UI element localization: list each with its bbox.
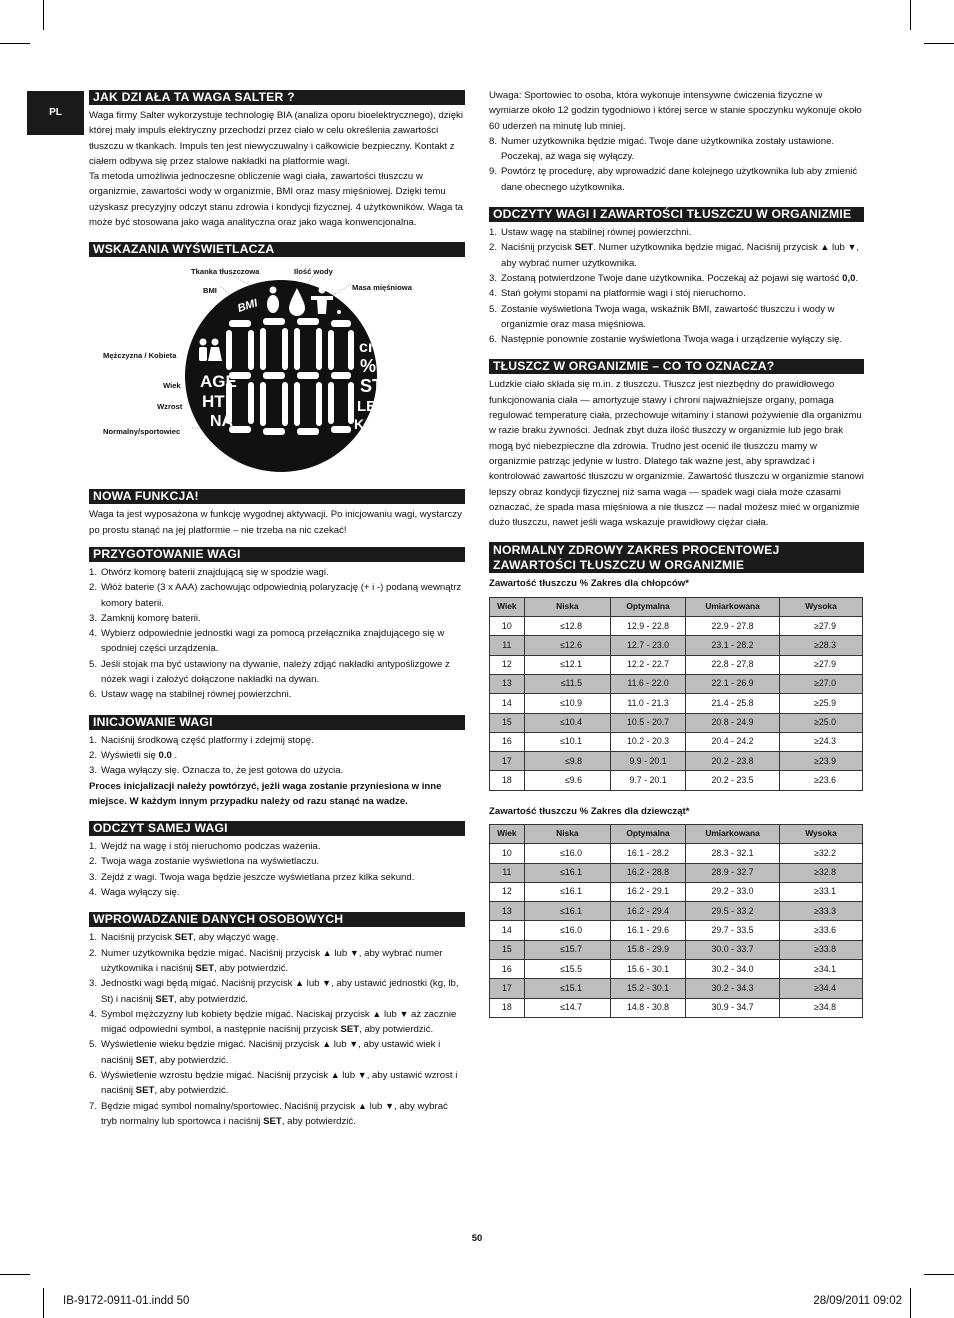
label-mode: Normalny/sportowiec [103, 427, 181, 437]
list-item: 4. Wybierz odpowiednie jednostki wagi za pomocą przełącznika znajdującego się w spodniej części urządzenia. [89, 628, 445, 655]
table-cell: 13 [490, 902, 525, 921]
table-cell: 10 [490, 617, 525, 636]
display-percent-text: % [360, 356, 377, 377]
language-tab: PL [27, 91, 84, 135]
list-item: 3. Zostaną potwierdzone Twoje dane użytkownika. Poczekaj aż pojawi się wartość 0,0. [489, 272, 859, 284]
boys-fat-table [489, 597, 863, 791]
table-caption-girls: Zawartość tłuszczu % Zakres dla dziewcząt* [489, 805, 690, 817]
table-cell: ≤16.1 [524, 863, 610, 882]
list-item: 6. Następnie ponownie zostanie wyświetlona Twoja waga i urządzenie wyłączy się. [489, 334, 843, 346]
display-kg-text: KG [354, 416, 375, 433]
table-cell: ≤10.9 [524, 694, 610, 713]
section-heading: PRZYGOTOWANIE WAGI [89, 547, 465, 562]
label-age: Wiek [163, 381, 181, 391]
list-item: 1. Wejdź na wagę i stój nieruchomo podczas ważenia. [89, 841, 321, 853]
list-item: 4. Waga wyłączy się. [89, 887, 180, 899]
table-cell: ≤16.0 [524, 844, 610, 863]
up-arrow-icon: ▲ [358, 1100, 367, 1111]
section-heading: INICJOWANIE WAGI [89, 715, 465, 730]
list-item: 3. Zamknij komorę baterii. [89, 612, 201, 624]
table-cell: ≤16.0 [524, 921, 610, 940]
table-caption-boys: Zawartość tłuszczu % Zakres dla chłopców* [489, 578, 689, 590]
down-arrow-icon: ▼ [349, 1039, 359, 1050]
table-cell: ≤16.1 [524, 902, 610, 921]
table-cell: ≤16.1 [524, 882, 610, 901]
crop-mark [910, 0, 911, 30]
table-cell: 23.1 - 28.2 [686, 636, 780, 655]
table-cell: 29.7 - 33.5 [686, 921, 780, 940]
table-cell: ≥34.8 [780, 998, 863, 1017]
table-cell: 9.7 - 20.1 [611, 771, 686, 790]
table-cell: ≤10.4 [524, 713, 610, 732]
table-row [490, 960, 863, 979]
table-cell: 11.6 - 22.0 [611, 674, 686, 693]
table-cell: 12 [490, 882, 525, 901]
display-bmi-text: BMI [236, 297, 260, 316]
list-item: 1. Naciśnij przycisk SET, aby włączyć wagę. [89, 932, 279, 944]
display-diagram [89, 260, 465, 485]
table-cell: 30.9 - 34.7 [686, 998, 780, 1017]
display-lb-text: LB [357, 398, 377, 416]
table-cell: 30.0 - 33.7 [686, 940, 780, 959]
table-cell: ≤11.5 [524, 674, 610, 693]
girls-fat-table [489, 824, 863, 1018]
label-bmi: BMI [203, 286, 217, 296]
list-item: 1. Otwórz komorę baterii znajdującą się w spodzie wagi. [89, 566, 329, 578]
table-cell: ≥32.2 [780, 844, 863, 863]
left-column [89, 90, 465, 1129]
table-cell: 16 [490, 960, 525, 979]
footer-date: 28/09/2011 09:02 [813, 1295, 902, 1307]
table-cell: 16.1 - 28.2 [611, 844, 686, 863]
table-cell: 22.9 - 27.8 [686, 617, 780, 636]
table-cell: 20.2 - 23.5 [686, 771, 780, 790]
table-cell: 17 [490, 752, 525, 771]
table-cell: 16.2 - 29.4 [611, 902, 686, 921]
table-cell: ≥25.0 [780, 713, 863, 732]
table-cell: 13 [490, 674, 525, 693]
section-heading: TŁUSZCZ W ORGANIZMIE – CO TO OZNACZA? [489, 359, 864, 374]
up-arrow-icon: ▲ [330, 1069, 340, 1080]
display-illustration [89, 260, 465, 485]
label-fat-tissue: Tkanka tłuszczowa [191, 267, 260, 277]
table-cell: ≤14.7 [524, 998, 610, 1017]
label-muscle: Masa mięśniowa [352, 283, 412, 293]
table-cell: ≤15.7 [524, 940, 610, 959]
display-st-text: ST [360, 376, 384, 397]
paragraph: Waga firmy Salter wykorzystuje technologię BIA (analiza oporu bioelektrycznego), dzięki której mały impuls elektryczny przechodzi przez ciało w celu określenia zawartości tłuszczu w tkankach. Impuls ten jest niewyczuwalny i całkowicie bezpieczny. Kontakt z ciałem odbywa się przez stalowe nakładki na platformie wagi. [89, 110, 463, 167]
crop-mark [924, 1274, 954, 1275]
table-cell: 17 [490, 979, 525, 998]
table-cell: 21.4 - 25.8 [686, 694, 780, 713]
list-item: 2. Włóż baterie (3 x AAA) zachowując odpowiednią polaryzację (+ i -) podaną wewnątrz komory baterii. [89, 582, 462, 609]
table-cell: 15 [490, 713, 525, 732]
table-cell: ≤12.1 [524, 655, 610, 674]
table-row [490, 902, 863, 921]
table-cell: ≥27.9 [780, 617, 863, 636]
page-number: 50 [471, 1233, 483, 1244]
up-arrow-icon: ▲ [372, 1008, 382, 1019]
section-heading: NORMALNY ZDROWY ZAKRES PROCENTOWEJ ZAWARTOŚCI TŁUSZCZU W ORGANIZMIE [489, 542, 864, 573]
table-cell: ≥33.6 [780, 921, 863, 940]
down-arrow-icon: ▼ [847, 242, 857, 253]
table-cell: 12.9 - 22.8 [611, 617, 686, 636]
display-na-text: NA [210, 413, 234, 431]
table-row [490, 844, 863, 863]
table-cell: 29.5 - 33.2 [686, 902, 780, 921]
display-age-text: AGE [200, 372, 237, 392]
footer-filename: IB-9172-0911-01.indd 50 [63, 1295, 190, 1307]
table-row [490, 863, 863, 882]
numbered-list [489, 225, 864, 347]
table-cell: 11.0 - 21.3 [611, 694, 686, 713]
table-row [490, 674, 863, 693]
list-item: 8. Numer użytkownika będzie migać. Twoje dane użytkownika zostały ustawione. Poczekaj, aż waga się wyłączy. [489, 135, 835, 163]
table-cell: ≤10.1 [524, 732, 610, 751]
table-cell: 28.9 - 32.7 [686, 863, 780, 882]
table-cell: 11 [490, 863, 525, 882]
table-cell: ≤12.8 [524, 617, 610, 636]
table-cell: 15.2 - 30.1 [611, 979, 686, 998]
table-row [490, 940, 863, 959]
table-cell: 14 [490, 921, 525, 940]
table-cell: 14 [490, 694, 525, 713]
table-cell: 15.6 - 30.1 [611, 960, 686, 979]
table-cell: 16.2 - 28.8 [611, 863, 686, 882]
table-cell: 20.4 - 24.2 [686, 732, 780, 751]
table-row [490, 694, 863, 713]
display-ht-text: HT [202, 392, 225, 412]
table-row [490, 617, 863, 636]
table-cell: ≥27.9 [780, 655, 863, 674]
table-row [490, 998, 863, 1017]
table-cell: 30.2 - 34.0 [686, 960, 780, 979]
down-arrow-icon: ▼ [349, 947, 359, 958]
table-cell: 22.8 - 27.8 [686, 655, 780, 674]
crop-mark [43, 1288, 44, 1318]
table-cell: ≥25.9 [780, 694, 863, 713]
table-cell: ≥33.1 [780, 882, 863, 901]
table-cell: 16.1 - 29.6 [611, 921, 686, 940]
table-cell: 16 [490, 732, 525, 751]
table-cell: 16.2 - 29.1 [611, 882, 686, 901]
table-cell: ≥27.0 [780, 674, 863, 693]
table-cell: ≥23.9 [780, 752, 863, 771]
paragraph: Ta metoda umożliwia jednoczesne obliczenie wagi ciała, zawartości tłuszczu w organizmie, zawartości wody w organizmie, BMI oraz masy mięśniowej. Dzięki temu uzyskasz precyzyjny odczyt stanu zdrowia i kondycji fizycznej. 4 użytkowników. Waga ta może być stosowana jako waga analityczna oraz jako waga konwencjonalna. [89, 171, 463, 229]
table-row [490, 882, 863, 901]
table-cell: 12.2 - 22.7 [611, 655, 686, 674]
table-cell: 10.2 - 20.3 [611, 732, 686, 751]
up-arrow-icon: ▲ [322, 1039, 332, 1050]
table-row [490, 732, 863, 751]
label-water: Ilość wody [294, 267, 333, 277]
paragraph: Waga ta jest wyposażona w funkcję wygodnej aktywacji. Po inicjowaniu wagi, wystarczy po prostu stanąć na jej platformie – nie trzeba na nic czekać! [89, 509, 462, 536]
down-arrow-icon: ▼ [399, 1008, 409, 1019]
list-item: 6. Wyświetlenie wzrostu będzie migać. Naciśnij przycisk ▲ lub ▼, aby ustawić wzrost i naciśnij SET, aby potwierdzić. [89, 1069, 458, 1097]
list-item: 1. Ustaw wagę na stabilnej równej powierzchni. [489, 227, 692, 239]
table-cell: 11 [490, 636, 525, 655]
section-heading: WSKAZANIA WYŚWIETLACZA [89, 242, 465, 257]
list-item: 2. Twoja waga zostanie wyświetlona na wyświetlaczu. [89, 856, 320, 868]
crop-mark [0, 43, 30, 44]
table-cell: 20.8 - 24.9 [686, 713, 780, 732]
down-arrow-icon: ▼ [357, 1069, 367, 1080]
list-item: 6. Ustaw wagę na stabilnej równej powierzchni. [89, 689, 292, 701]
bold-note: Proces inicjalizacji należy powtórzyć, jeżli waga zostanie przyniesiona w inne miejsce. W każdym innym przypadku należy od razu stanąć na wadze. [89, 780, 442, 807]
list-item: 7. Będzie migać symbol nomalny/sportowiec. Naciśnij przycisk ▲ lub ▼, aby wybrać tryb normalny lub sportowca i naciśnij SET, aby potwierdzić. [89, 1100, 448, 1127]
numbered-list [489, 134, 864, 195]
up-arrow-icon: ▲ [295, 978, 305, 989]
table-cell: 15 [490, 940, 525, 959]
table-cell: 10 [490, 844, 525, 863]
table-cell: ≥24.3 [780, 732, 863, 751]
list-item: 1. Naciśnij środkową część platformy i zdejmij stopę. [89, 734, 314, 746]
table-cell: ≥23.6 [780, 771, 863, 790]
table-cell: ≥33.3 [780, 902, 863, 921]
list-item: 2. Wyświetli się 0.0 . [89, 749, 178, 761]
list-item: 5. Zostanie wyświetlona Twoja waga, wskaźnik BMI, zawartość tłuszczu i wody w organizmie oraz masa mięśniowa. [489, 303, 835, 330]
crop-mark [0, 1274, 30, 1275]
table-cell: ≥34.1 [780, 960, 863, 979]
table-cell: ≥33.8 [780, 940, 863, 959]
table-cell: 12 [490, 655, 525, 674]
table-cell: 28.3 - 32.1 [686, 844, 780, 863]
down-arrow-icon: ▼ [385, 1100, 394, 1111]
list-item: 9. Powtórz tę procedurę, aby wprowadzić dane kolejnego użytkownika lub aby zmienić dane obecnego użytkownika. [489, 166, 858, 193]
table-cell: 18 [490, 998, 525, 1017]
table-cell: ≤9.6 [524, 771, 610, 790]
numbered-list [89, 565, 465, 703]
up-arrow-icon: ▲ [820, 242, 830, 253]
list-item: 4. Symbol mężczyzny lub kobiety będzie migać. Naciskaj przycisk ▲ lub ▼ aż zacznie migać odpowiedni symbol, a następnie naciśnij przycisk SET, aby potwierdzić. [89, 1008, 457, 1036]
table-cell: ≥28.3 [780, 636, 863, 655]
table-cell: 30.2 - 34.3 [686, 979, 780, 998]
table-cell: 10.5 - 20.7 [611, 713, 686, 732]
paragraph: Uwaga: Sportowiec to osoba, która wykonuje intensywne ćwiczenia fizyczne w wymiarze około 12 godzin tygodniowo i której serce w stanie spoczynku wykonuje około 60 uderzeń na minutę lub mniej. [489, 90, 862, 132]
section-heading: ODCZYT SAMEJ WAGI [89, 821, 465, 836]
numbered-list [89, 733, 465, 779]
table-row [490, 921, 863, 940]
section-heading: JAK DZI AŁA TA WAGA SALTER ? [89, 90, 465, 105]
table-cell: 15.8 - 29.9 [611, 940, 686, 959]
up-arrow-icon: ▲ [322, 947, 332, 958]
crop-mark [43, 0, 44, 30]
label-height: Wzrost [157, 402, 183, 412]
table-cell: 18 [490, 771, 525, 790]
list-item: 3. Jednostki wagi będą migać. Naciśnij przycisk ▲ lub ▼, aby ustawić jednostki (kg, lb, St) i naciśnij SET, aby potwierdzić. [89, 978, 459, 1005]
down-arrow-icon: ▼ [322, 978, 332, 989]
table-cell: 20.2 - 23.8 [686, 752, 780, 771]
section-heading: WPROWADZANIE DANYCH OSOBOWYCH [89, 912, 465, 927]
list-item: 3. Waga wyłączy się. Oznacza to, że jest gotowa do użycia. [89, 765, 344, 777]
list-item: 5. Wyświetlenie wieku będzie migać. Naciśnij przycisk ▲ lub ▼, aby ustawić wiek i naciśnij SET, aby potwierdzić. [89, 1039, 441, 1066]
section-heading: ODCZYTY WAGI I ZAWARTOŚCI TŁUSZCZU W ORGANIZMIE [489, 207, 864, 222]
table-cell: ≥32.8 [780, 863, 863, 882]
table-row [490, 655, 863, 674]
section-heading: NOWA FUNKCJA! [89, 489, 465, 504]
right-column [489, 88, 864, 1018]
crop-mark [910, 1288, 911, 1318]
display-cm-text: cm [359, 339, 383, 357]
list-item: 4. Stań gołymi stopami na platformie wagi i stój nieruchomo. [489, 288, 746, 300]
table-cell: ≤9.8 [524, 752, 610, 771]
list-item: 2. Naciśnij przycisk SET. Numer użytkownika będzie migać. Naciśnij przycisk ▲ lub ▼, aby wybrać numer użytkownika. [489, 242, 860, 269]
table-cell: ≥34.4 [780, 979, 863, 998]
table-cell: 29.2 - 33.0 [686, 882, 780, 901]
table-cell: ≤12.6 [524, 636, 610, 655]
table-cell: 14.8 - 30.8 [611, 998, 686, 1017]
list-item: 5. Jeśli stojak ma być ustawiony na dywanie, należy zdjąć nakładki antypoślizgowe z nóżek wagi i założyć dołączone nakładki na dywan. [89, 658, 450, 686]
table-row [490, 713, 863, 732]
table-header-row: Wiek Niska Optymalna Umiarkowana Wysoka [490, 597, 863, 616]
table-cell: 9.9 - 20.1 [611, 752, 686, 771]
table-row [490, 752, 863, 771]
numbered-list [89, 930, 465, 1129]
crop-mark [924, 43, 954, 44]
table-header-row: Wiek Niska Optymalna Umiarkowana Wysoka [490, 824, 863, 843]
table-cell: ≤15.1 [524, 979, 610, 998]
list-item: 3. Zejdź z wagi. Twoja waga będzie jeszcze wyświetlana przez kilka sekund. [89, 871, 415, 883]
table-cell: 12.7 - 23.0 [611, 636, 686, 655]
label-gender: Mężczyzna / Kobieta [103, 351, 177, 361]
table-row [490, 636, 863, 655]
table-row [490, 771, 863, 790]
table-cell: 22.1 - 26.9 [686, 674, 780, 693]
list-item: 2. Numer użytkownika będzie migać. Naciśnij przycisk ▲ lub ▼, aby wybrać numer użytkownika i naciśnij SET, aby potwierdzić. [89, 947, 443, 974]
numbered-list [89, 839, 465, 900]
paragraph: Ludzkie ciało składa się m.in. z tłuszczu. Tłuszcz jest niezbędny do prawidłowego funkcjonowania ciała — amortyzuje stawy i chroni najważniejsze organy, pomaga regulować temperaturę ciała, przechowuje witaminy i stanowi pożywienie dla organizmu w razie braku żywności. Jednak zbyt duża ilość tłuszczy w organizmie lub jego brak mogą być niebezpieczne dla zdrowia. Trudno jest ocenić ile tłuszczu mamy w organizmie patrząc jedynie w lustro. Dlatego tak ważne jest, aby sprawdzać i kontrolować zawartość tłuszczu w organizmie. Zawartość tłuszczu w organizmie stanowi lepszy obraz kondycji fizycznej niż sama waga — spadek wagi ciała może czasami oznaczać, że spada masa mięśniowa a nie tłuszcz — nadal możesz mieć w organizmie dużo tłuszczu, nawet jeśli waga wskazuje prawidłowy ciężar ciała. [489, 379, 864, 529]
table-row [490, 979, 863, 998]
table-cell: ≤15.5 [524, 960, 610, 979]
